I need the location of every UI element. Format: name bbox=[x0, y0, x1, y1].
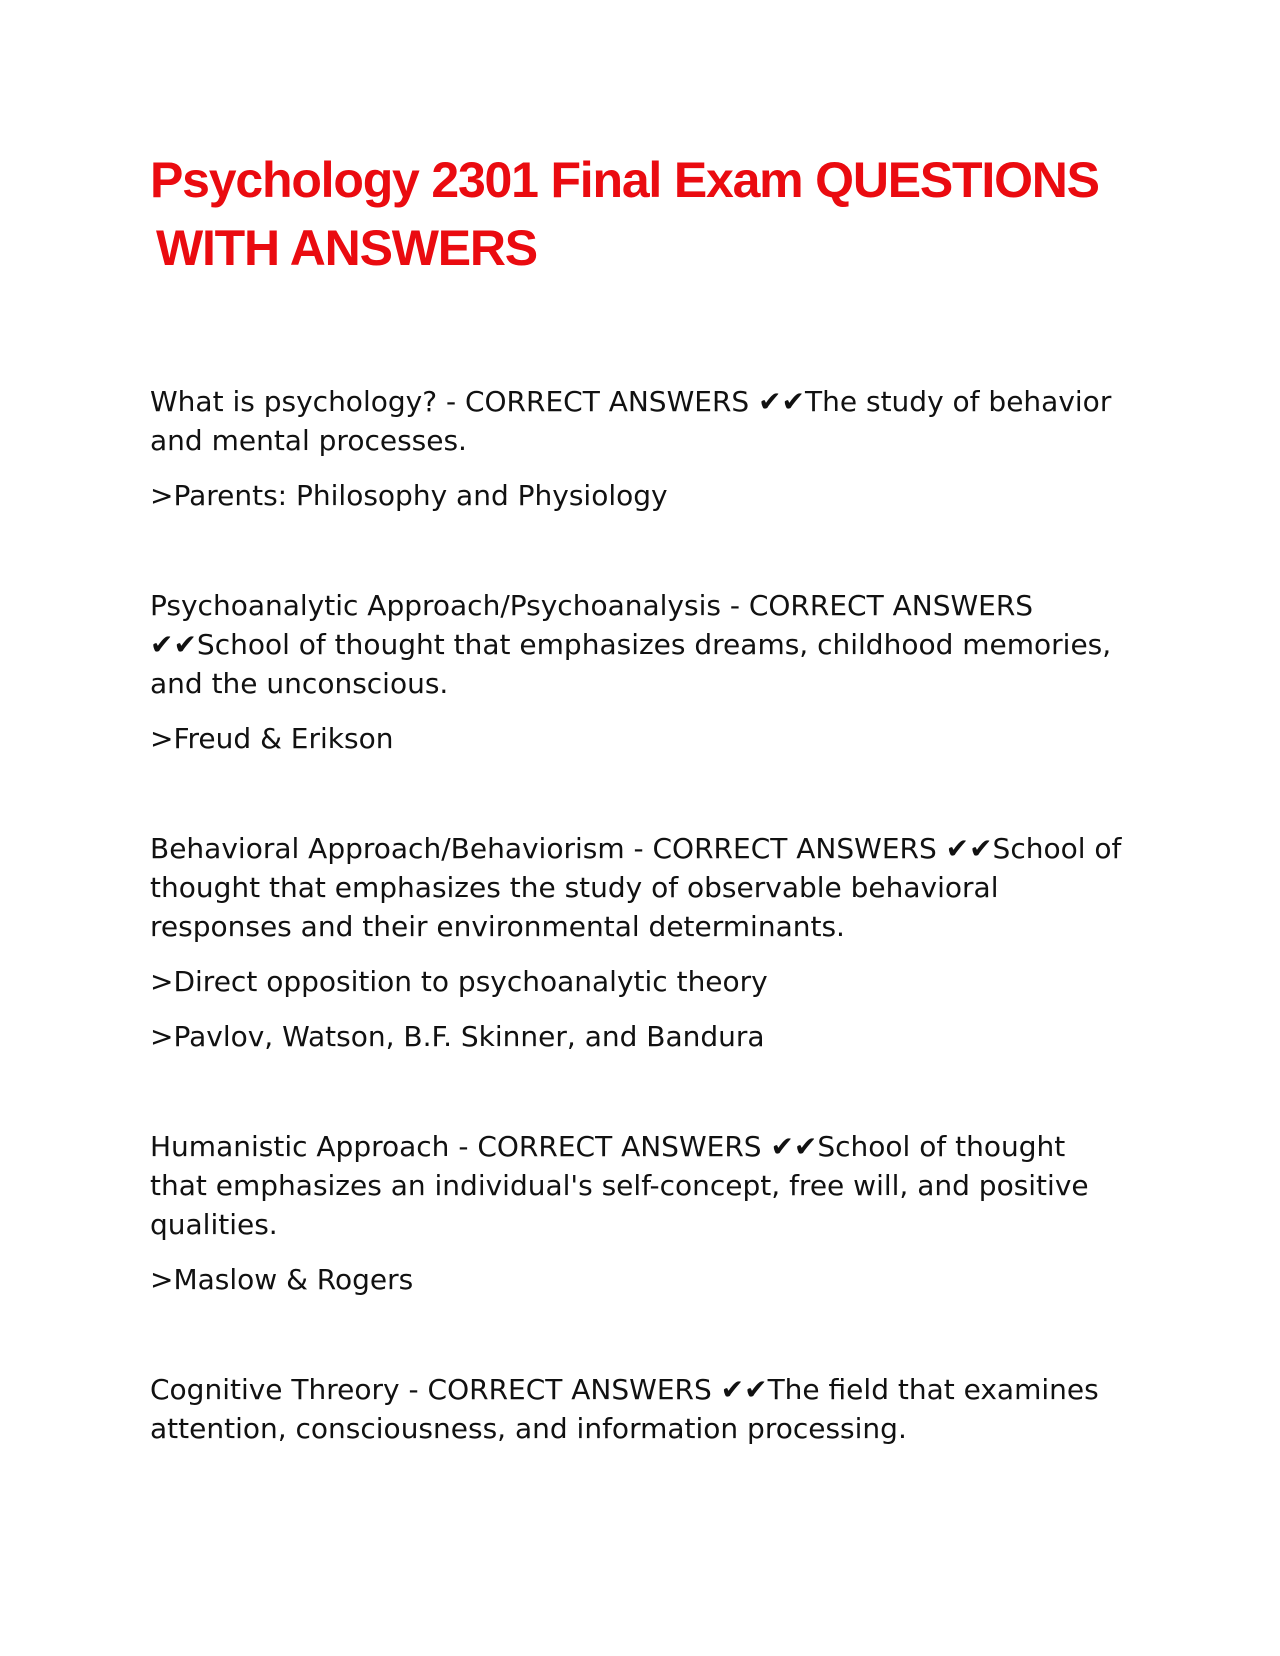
qa-note: >Direct opposition to psychoanalytic theory bbox=[150, 965, 768, 998]
qa-item-what-is-psychology bbox=[150, 382, 1130, 515]
qa-text: Psychoanalytic Approach/Psychoanalysis - CORRECT ANSWERS ✔✔School of thought that emphasizes dreams, childhood memories, and the unconscious. bbox=[150, 589, 1112, 700]
qa-text: Behavioral Approach/Behaviorism - CORRECT ANSWERS ✔✔School of thought that emphasizes the study of observable behavioral responses and their environmental determinants. bbox=[150, 832, 1122, 943]
qa-note: >Parents: Philosophy and Physiology bbox=[150, 479, 668, 512]
document-title bbox=[150, 146, 1170, 282]
qa-item-humanistic-approach bbox=[150, 1127, 1130, 1299]
qa-text: Cognitive Threory - CORRECT ANSWERS ✔✔The field that examines attention, consciousness, and information processing. bbox=[150, 1373, 1099, 1445]
qa-list bbox=[150, 382, 1130, 1519]
qa-note: >Freud & Erikson bbox=[150, 722, 394, 755]
qa-item-behavioral-approach bbox=[150, 829, 1130, 1056]
qa-item-cognitive-theory bbox=[150, 1370, 1130, 1448]
qa-text: Humanistic Approach - CORRECT ANSWERS ✔✔School of thought that emphasizes an individual's self-concept, free will, and positive qualities. bbox=[150, 1130, 1089, 1241]
qa-text: What is psychology? - CORRECT ANSWERS ✔✔The study of behavior and mental processes. bbox=[150, 385, 1112, 457]
title-line-1: Psychology 2301 Final Exam QUESTIONS bbox=[150, 152, 1099, 208]
qa-item-psychoanalytic-approach bbox=[150, 586, 1130, 758]
title-line-2: WITH ANSWERS bbox=[156, 220, 537, 276]
qa-note: >Pavlov, Watson, B.F. Skinner, and Bandura bbox=[150, 1020, 765, 1053]
qa-note: >Maslow & Rogers bbox=[150, 1263, 414, 1296]
